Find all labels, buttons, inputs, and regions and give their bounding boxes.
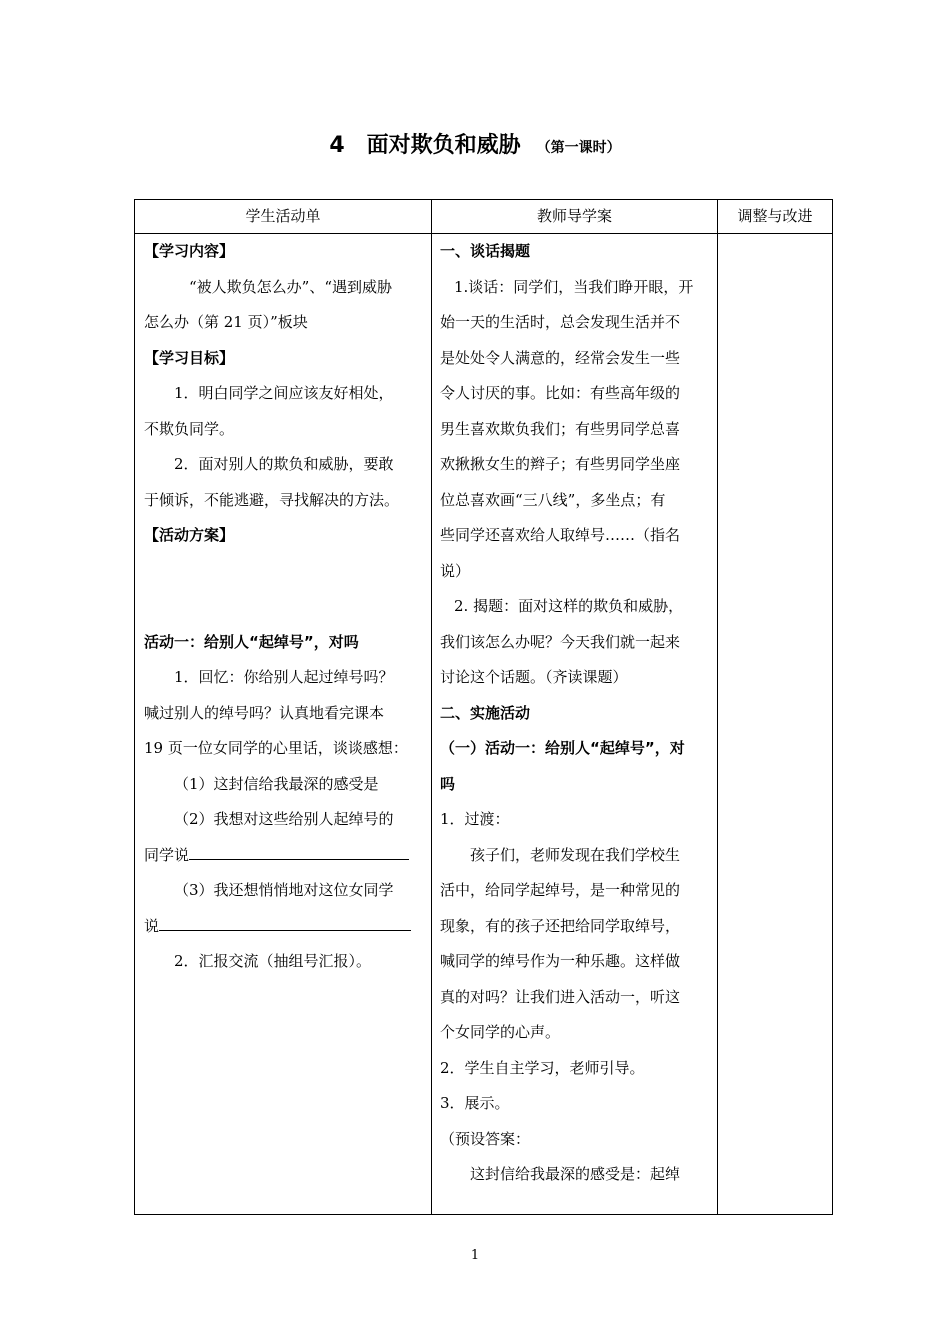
lesson-title: 面对欺负和威胁	[366, 133, 521, 158]
talk-text: 位总喜欢画“三八线”，多坐点；有	[440, 490, 666, 509]
activity1-title: 吗	[440, 774, 456, 793]
talk-text: 欢揪揪女生的辫子；有些男同学坐座	[440, 455, 681, 473]
content-label: 【学习内容】	[144, 242, 235, 260]
transition-text: 现象，有的孩子还把给同学取绰号，	[440, 916, 681, 935]
page-title	[0, 128, 950, 159]
transition-text: 真的对吗？让我们进入活动一，听这	[440, 987, 681, 1006]
transition-text: 孩子们，老师发现在我们学校生	[470, 845, 681, 864]
content-text: “被人欺负怎么办”、“遇到威胁	[189, 277, 393, 296]
talk-text: 始一天的生活时，总会发现生活并不	[440, 313, 681, 331]
question-2: （2）我想对这些给别人起绰号的	[174, 810, 394, 828]
talk-text: 是处处令人满意的，经常会发生一些	[440, 348, 681, 367]
recall-text: 喊过别人的绰号吗？认真地看完课本	[144, 703, 385, 722]
page-number: 1	[470, 1248, 480, 1263]
transition-text: 活中，给同学起绰号，是一种常见的	[440, 881, 681, 899]
question-2-answer	[144, 838, 424, 874]
talk-text: 些同学还喜欢给人取绰号……（指名	[440, 526, 681, 544]
teacher-guide-column	[440, 234, 714, 1193]
transition-text: 喊同学的绰号作为一种乐趣。这样做	[440, 952, 681, 970]
reveal-text: 我们该怎么办呢？今天我们就一起来	[440, 632, 681, 651]
section-heading: 二、实施活动	[440, 703, 531, 722]
header-teacher-guide: 教师导学案	[536, 207, 612, 225]
lesson-number: 4	[329, 133, 345, 158]
reveal-text: 2. 揭题：面对这样的欺负和威胁，	[454, 597, 684, 615]
header-adjustment: 调整与改进	[737, 207, 813, 225]
step-text: 3．展示。	[440, 1094, 510, 1112]
section-heading: 一、谈话揭题	[440, 242, 531, 260]
column-divider	[431, 200, 432, 1214]
activity1-title: 活动一：给别人“起绰号”，对吗	[144, 632, 359, 651]
step-text: 2．学生自主学习，老师引导。	[440, 1058, 645, 1077]
student-activity-column	[144, 234, 424, 980]
reveal-text: 讨论这个话题。（齐读课题）	[440, 668, 628, 686]
goal-text: 于倾诉，不能逃避，寻找解决的方法。	[144, 490, 400, 509]
activity1-title: （一）活动一：给别人“起绰号”，对	[440, 739, 685, 757]
talk-text: 1.谈话：同学们，当我们睁开眼，开	[454, 277, 694, 296]
recall-text: 19 页一位女同学的心里话，谈谈感想：	[144, 739, 408, 757]
answer-blank[interactable]	[189, 858, 409, 860]
question-3: （3）我还想悄悄地对这位女同学	[174, 881, 394, 899]
lesson-table	[134, 199, 833, 1215]
question-text: 同学说	[144, 845, 190, 864]
goal-text: 1．明白同学之间应该友好相处，	[174, 384, 394, 402]
plan-label: 【活动方案】	[144, 526, 235, 544]
header-student-activity: 学生活动单	[245, 207, 321, 225]
report-text: 2．汇报交流（抽组号汇报）。	[174, 952, 372, 970]
transition-text: 个女同学的心声。	[440, 1023, 561, 1041]
talk-text: 说）	[440, 561, 471, 580]
preset-text: 这封信给我最深的感受是：起绰	[470, 1165, 681, 1183]
column-divider	[717, 200, 718, 1214]
recall-text: 1．回忆：你给别人起过绰号吗？	[174, 668, 394, 686]
question-text: 说	[144, 916, 160, 935]
goal-text: 不欺负同学。	[144, 419, 235, 438]
question-3-answer	[144, 909, 424, 945]
answer-blank[interactable]	[159, 929, 411, 931]
goal-label: 【学习目标】	[144, 348, 235, 367]
talk-text: 男生喜欢欺负我们；有些男同学总喜	[440, 419, 681, 438]
goal-text: 2．面对别人的欺负和威胁，要敢	[174, 455, 394, 473]
lesson-subtitle: （第一课时）	[536, 140, 621, 156]
question-1: （1）这封信给我最深的感受是	[174, 774, 379, 793]
preset-label: （预设答案：	[440, 1129, 531, 1148]
talk-text: 令人讨厌的事。比如：有些高年级的	[440, 384, 681, 402]
content-text: 怎么办（第 21 页）”板块	[144, 313, 308, 331]
transition-label: 1．过渡：	[440, 810, 510, 828]
